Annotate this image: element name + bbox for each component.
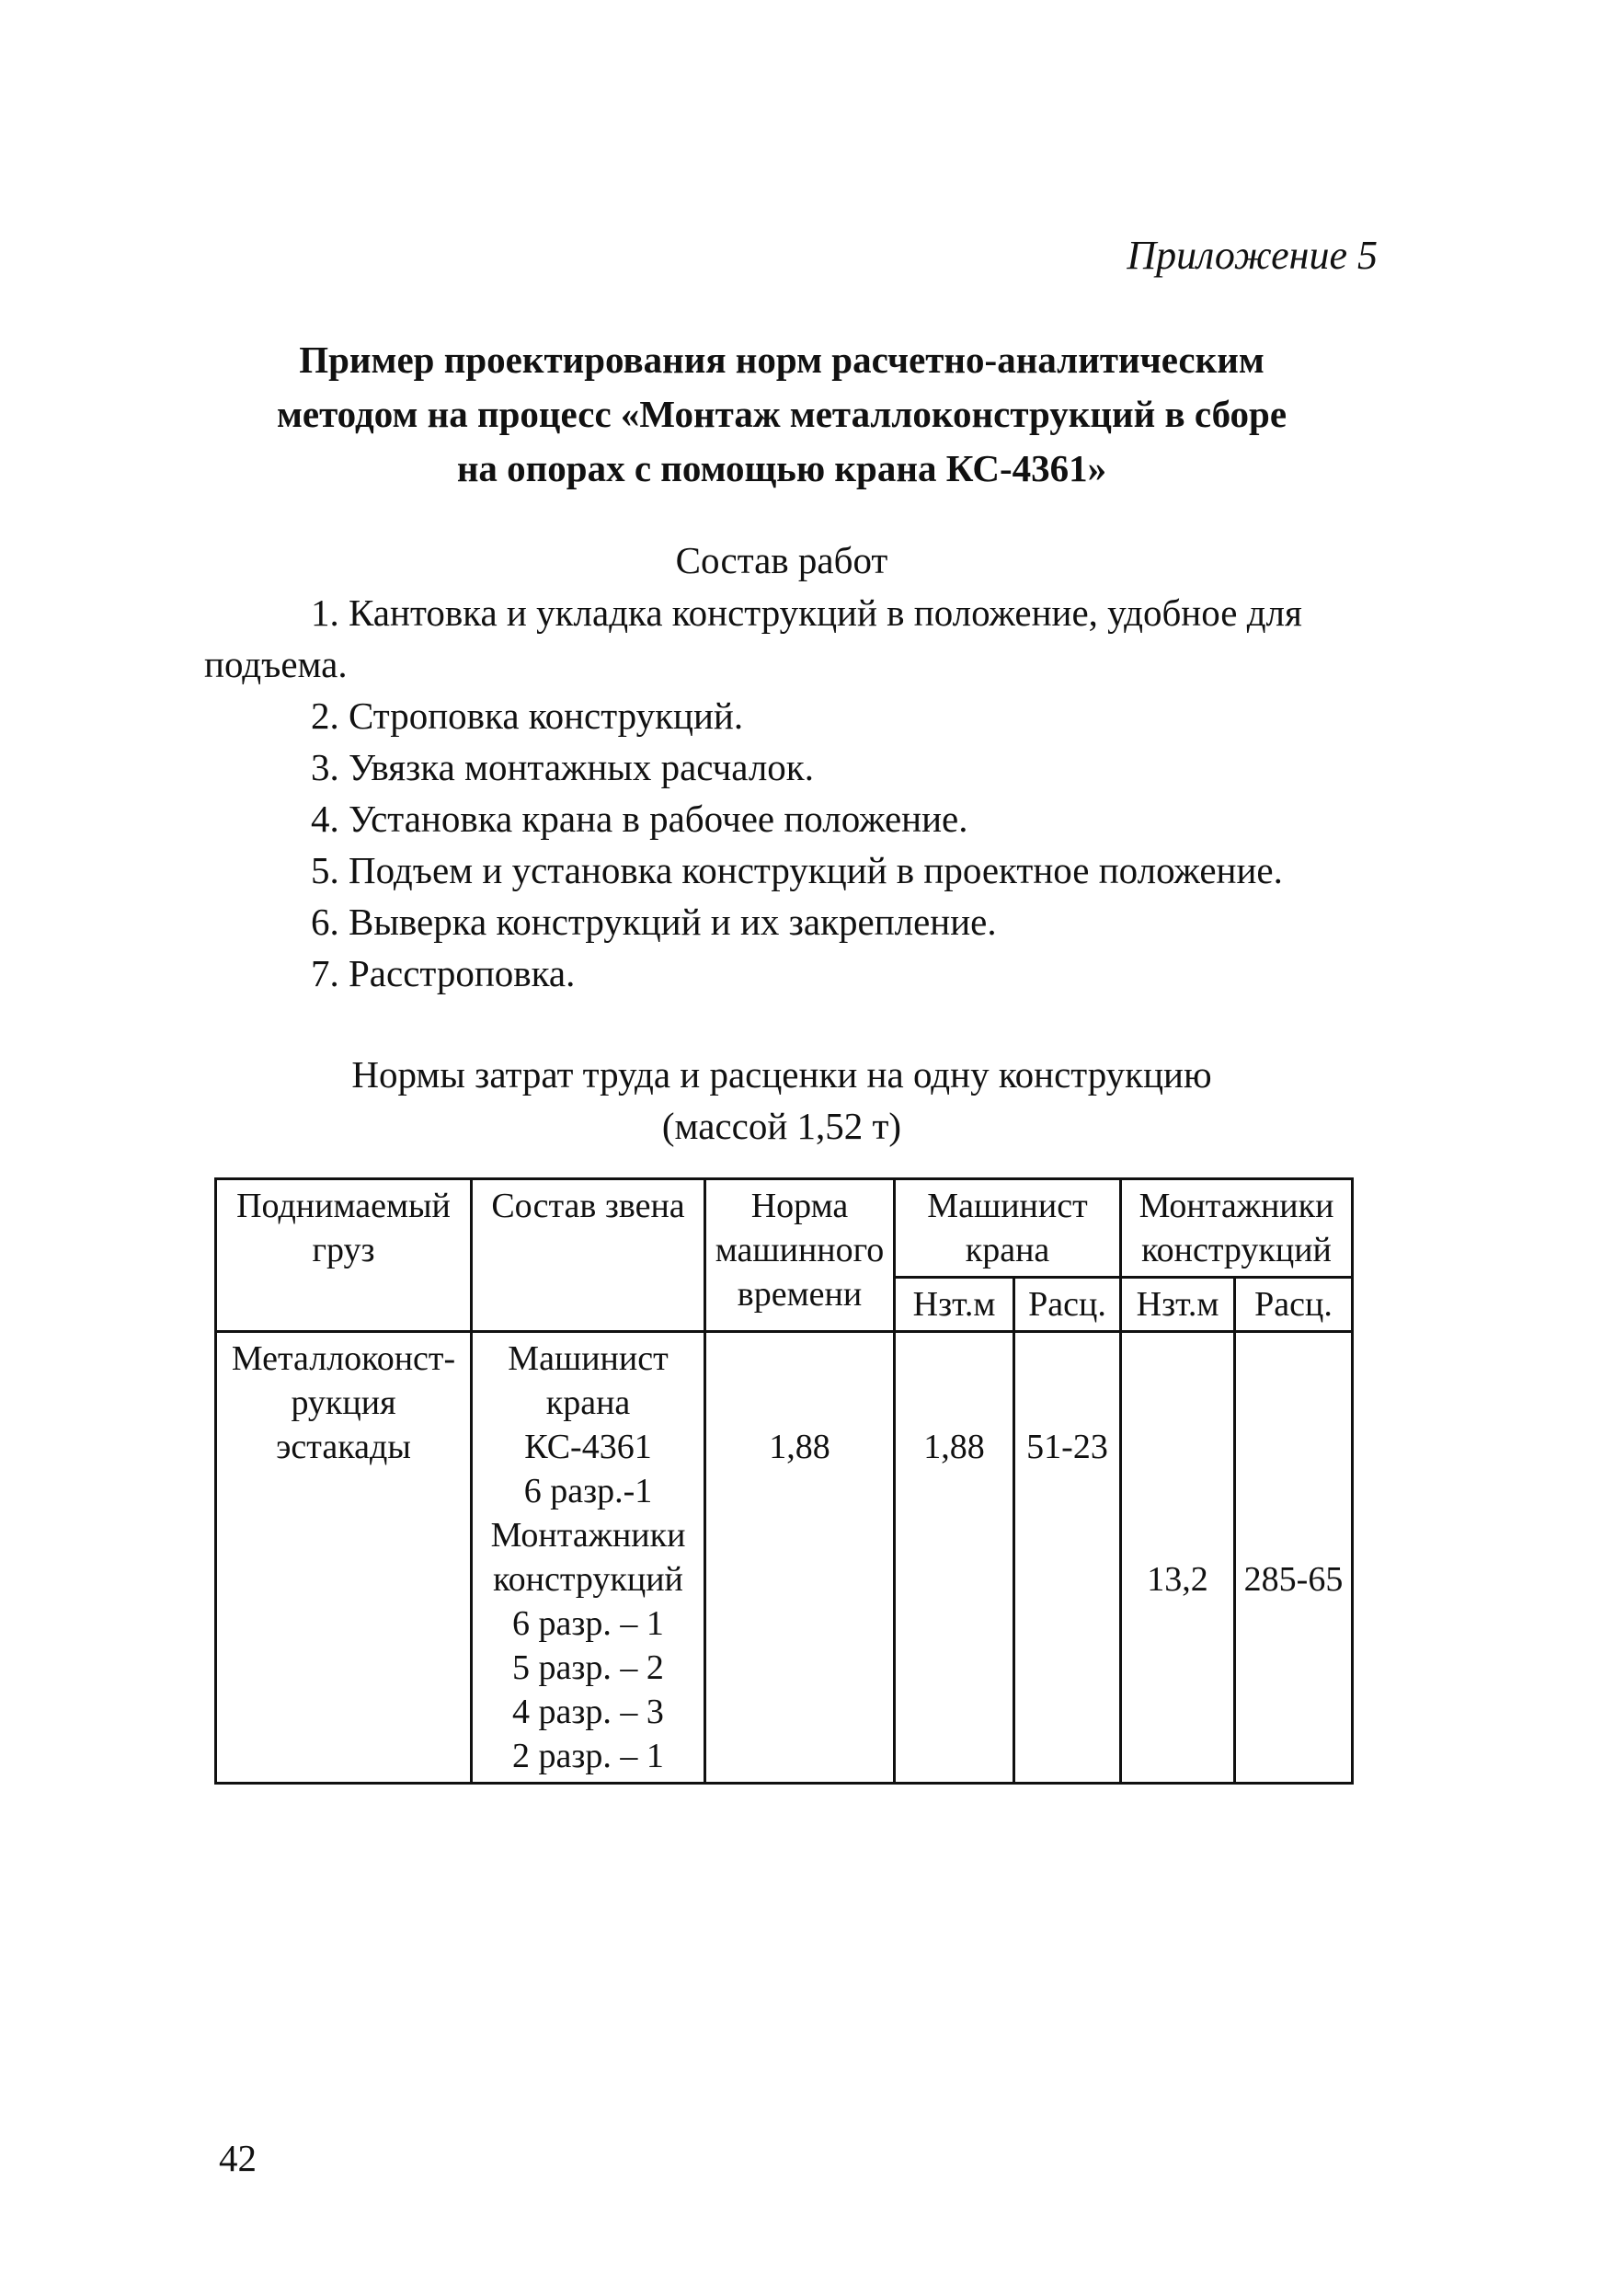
works-item-3: 3. Увязка монтажных расчалок.	[311, 746, 814, 788]
crane-rate-value: 51-23	[1026, 1428, 1108, 1466]
cell-crane-nzt	[895, 1332, 1014, 1784]
crane-nzt-value: 1,88	[923, 1428, 985, 1466]
table-row	[216, 1332, 1353, 1784]
crew-line: 6 разр. – 1	[512, 1604, 664, 1643]
crew-line: Монтажники	[490, 1516, 686, 1555]
cell-cargo-line-3: эстакады	[276, 1428, 411, 1466]
works-item-5: 5. Подъем и установка конструкций в проектное положение.	[311, 849, 1283, 891]
cell-cargo	[216, 1332, 472, 1784]
works-list	[204, 587, 1381, 999]
header-machine-time	[705, 1179, 895, 1332]
norms-heading-line-2: (массой 1,52 т)	[661, 1105, 902, 1147]
header-cargo	[216, 1179, 472, 1332]
machine-time-value: 1,88	[769, 1428, 830, 1466]
crew-line: КС-4361	[524, 1428, 652, 1466]
header-installers-line-1: Монтажники	[1139, 1187, 1334, 1225]
header-installers-rate: Расц.	[1235, 1278, 1353, 1332]
header-crane-nzt: Нзт.м	[895, 1278, 1014, 1332]
norms-table	[214, 1177, 1354, 1785]
works-heading: Состав работ	[675, 539, 888, 581]
header-cargo-line-2: груз	[312, 1231, 375, 1269]
crew-line: 5 разр. – 2	[512, 1648, 664, 1687]
cell-crew	[472, 1332, 705, 1784]
header-cargo-line-1: Поднимаемый	[236, 1187, 451, 1225]
installers-rate-value: 285-65	[1243, 1560, 1344, 1599]
title-line-2: методом на процесс «Монтаж металлоконструкций в сборе	[276, 393, 1287, 435]
norms-heading	[184, 1049, 1379, 1152]
crew-line: 6 разр.-1	[523, 1472, 653, 1510]
header-crane-operator	[895, 1179, 1121, 1278]
document-title	[184, 333, 1379, 496]
crew-line: конструкций	[493, 1560, 683, 1599]
header-crane-rate: Расц.	[1014, 1278, 1121, 1332]
cell-machine-time	[705, 1332, 895, 1784]
crew-line: 4 разр. – 3	[512, 1693, 664, 1731]
crew-line: 2 разр. – 1	[512, 1737, 664, 1775]
header-installers-line-2: конструкций	[1141, 1231, 1332, 1269]
header-installers	[1121, 1179, 1353, 1278]
works-item-4: 4. Установка крана в рабочее положение.	[311, 798, 968, 840]
cell-installers-rate	[1235, 1332, 1353, 1784]
header-installers-nzt: Нзт.м	[1121, 1278, 1235, 1332]
norms-heading-line-1: Нормы затрат труда и расценки на одну конструкцию	[351, 1053, 1212, 1096]
cell-crane-rate	[1014, 1332, 1121, 1784]
cell-cargo-line-1: Металлоконст-	[231, 1339, 456, 1378]
header-crane-operator-line-2: крана	[965, 1231, 1050, 1269]
installers-nzt-value: 13,2	[1147, 1560, 1208, 1599]
table-header-row-1	[216, 1179, 1353, 1278]
works-item-2: 2. Строповка конструкций.	[311, 695, 744, 737]
title-line-3: на опорах с помощью крана КС-4361»	[456, 447, 1107, 489]
cell-installers-nzt	[1121, 1332, 1235, 1784]
header-machine-time-line-3: времени	[737, 1275, 863, 1314]
works-item-1: 1. Кантовка и укладка конструкций в положение, удобное для подъема.	[204, 591, 1302, 685]
header-machine-time-line-2: машинного	[715, 1231, 885, 1269]
works-item-7: 7. Расстроповка.	[311, 952, 576, 994]
header-machine-time-line-1: Норма	[750, 1187, 849, 1225]
cell-cargo-line-2: рукция	[291, 1383, 396, 1422]
crew-line: Машинист	[508, 1339, 669, 1378]
title-line-1: Пример проектирования норм расчетно-аналитическим	[299, 339, 1264, 381]
header-crane-operator-line-1: Машинист	[927, 1187, 1088, 1225]
crew-line: крана	[545, 1383, 631, 1422]
works-item-6: 6. Выверка конструкций и их закрепление.	[311, 901, 997, 943]
header-crew: Состав звена	[472, 1179, 705, 1332]
appendix-label: Приложение 5	[1127, 233, 1378, 278]
page-number: 42	[219, 2137, 257, 2179]
